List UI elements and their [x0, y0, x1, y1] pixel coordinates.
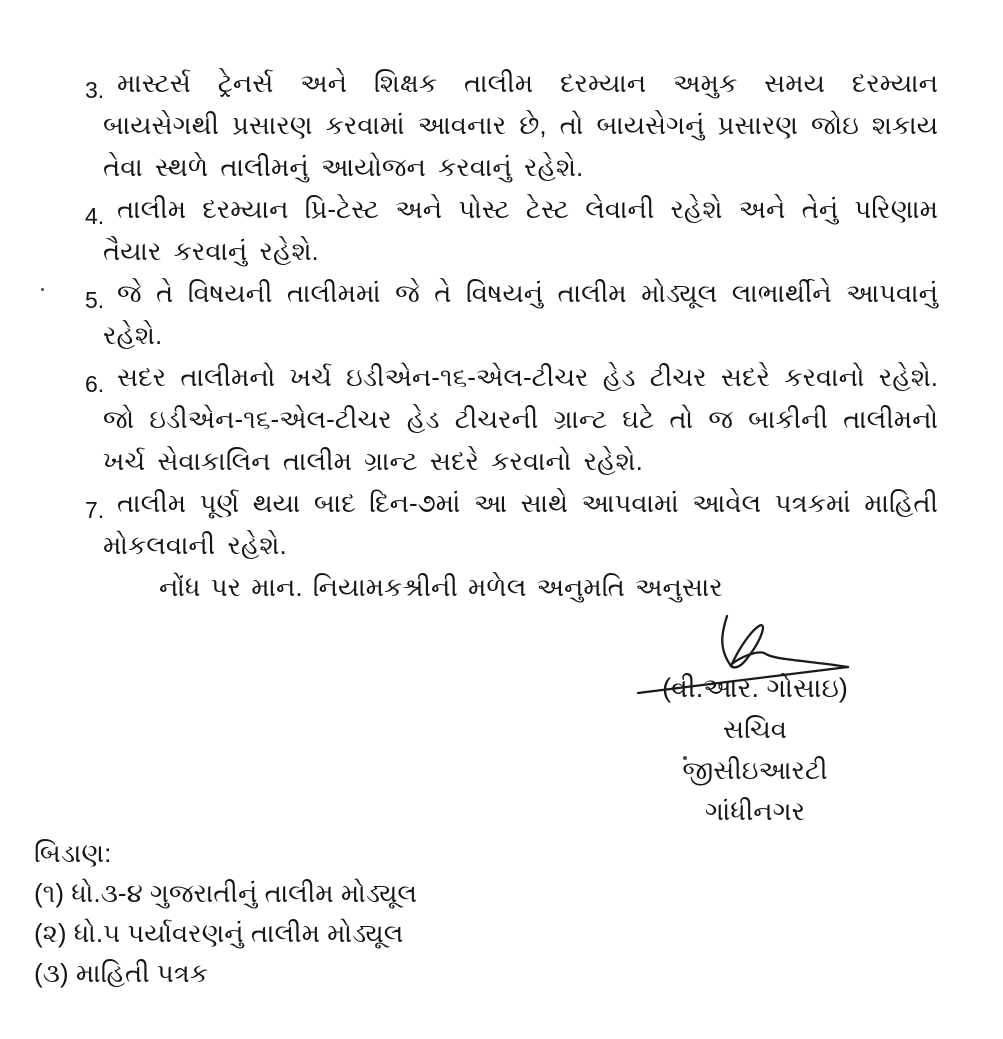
signatory-location: ગાંધીનગર	[704, 796, 806, 826]
item-number: 5.	[85, 287, 105, 313]
item-text: તાલીમ પૂર્ણ થયા બાદ દિન-૭માં આ સાથે આપવામાં આવેલ પત્રકમાં માહિતી મોકલવાની રહેશે.	[103, 488, 938, 560]
approval-note: નોંધ પર માન. નિયામકશ્રીની મળેલ અનુમતિ અનુસાર	[159, 572, 723, 602]
enclosure-item: (૧) ધો.૩-૪ ગુજરાતીનું તાલીમ મોડ્યૂલ	[34, 878, 418, 908]
item-text: તાલીમ દરમ્યાન પ્રિ-ટેસ્ટ અને પોસ્ટ ટેસ્ટ લેવાની રહેશે અને તેનું પરિણામ તૈયાર કરવાનું રહેશે.	[103, 194, 938, 266]
list-item-7	[85, 482, 938, 566]
signatory-title: સચિવ	[723, 714, 787, 744]
scan-artifact-dot	[41, 288, 44, 291]
item-number: 6.	[85, 371, 105, 397]
item-number: 4.	[85, 203, 105, 229]
item-number: 7.	[85, 497, 105, 523]
enclosures-section	[34, 833, 417, 993]
item-text: માસ્ટર્સ ટ્રેનર્સ અને શિક્ષક તાલીમ દરમ્યાન અમુક સમય દરમ્યાન બાયસેગથી પ્રસારણ કરવામાં આવનાર છે, તો બાયસેગનું પ્રસારણ જોઇ શકાય તેવા સ્થળે તાલીમનું આયોજન કરવાનું રહેશે.	[103, 68, 938, 182]
item-text: જે તે વિષયની તાલીમમાં જે તે વિષયનું તાલીમ મોડ્યૂલ લાભાર્થીને આપવાનું રહેશે.	[103, 278, 938, 350]
list-item-4	[85, 188, 938, 272]
list-item-3	[85, 62, 938, 188]
item-number: 3.	[85, 77, 105, 103]
enclosure-item: (૨) ધો.૫ પર્યાવરણનું તાલીમ મોડ્યૂલ	[34, 918, 404, 948]
numbered-list	[85, 62, 938, 608]
item-text: સદર તાલીમનો ખર્ચ ઇડીએન-૧૬-એલ-ટીચર હેડ ટીચર સદરે કરવાનો રહેશે. જો ઇડીએન-૧૬-એલ-ટીચર હેડ ટીચરની ગ્રાન્ટ ઘટે તો જ બાકીની તાલીમનો ખર્ચ સેવાકાલિન તાલીમ ગ્રાન્ટ સદરે કરવાનો રહેશે.	[103, 362, 938, 476]
signatory-block	[598, 668, 912, 832]
signatory-organization: જીસીઇઆરટી	[682, 755, 828, 785]
signatory-name: (વી.આર. ગોસાઇ)	[662, 673, 848, 703]
list-item-5	[85, 272, 938, 356]
enclosure-item: (૩) માહિતી પત્રક	[34, 958, 209, 988]
enclosures-heading: બિડાણ:	[34, 838, 112, 868]
list-item-6	[85, 356, 938, 482]
